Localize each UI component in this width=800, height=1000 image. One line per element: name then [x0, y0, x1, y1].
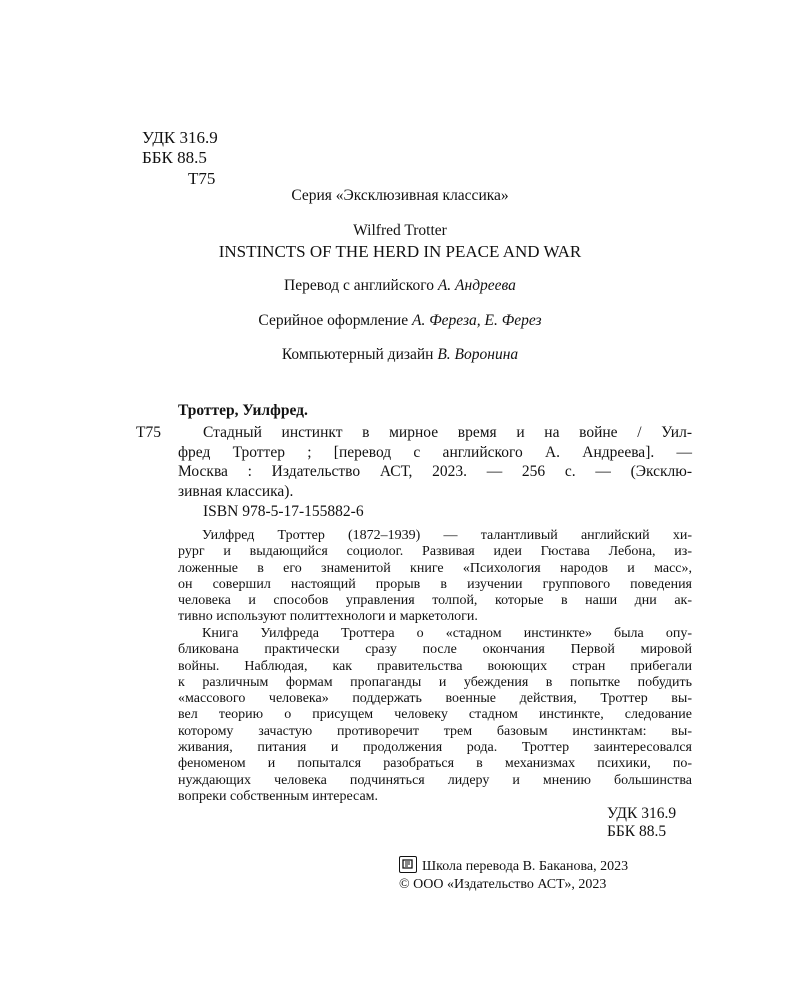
translator-name: А. Андреева [437, 277, 516, 294]
copyright-line-2: © ООО «Издательство АСТ», 2023 [399, 877, 607, 892]
annotation-line: вопреки собственным интересам. [178, 788, 379, 804]
bibliographic-description [178, 423, 692, 502]
annotation-line: он совершил настоящий прорыв в изучении группового поведения [178, 576, 692, 592]
original-author: Wilfred Trotter [353, 222, 447, 239]
annotation-line: Уилфред Троттер (1872–1939) — талантливый английский хи- [202, 528, 692, 543]
computer-design-credit [0, 346, 800, 364]
bbk-code: ББК 88.5 [142, 148, 207, 167]
series-design-label: Серийное оформление [258, 312, 409, 329]
annotation-line: нуждающих человека подчиняться лидеру и мнению большинства [178, 772, 692, 788]
annotation-line: войны. Наблюдая, как правительства воюющих стран прибегали [178, 658, 692, 674]
annotation-line: живания, питания и продолжения рода. Троттер заинтересовался [178, 740, 692, 756]
bibliographic-author-mark: Т75 [136, 424, 161, 441]
series-designer-names: А. Фереза, Е. Ферез [411, 312, 542, 329]
annotation-line: бликована практически сразу после окончания Первой мировой [178, 642, 692, 658]
isbn: ISBN 978-5-17-155882-6 [203, 503, 364, 520]
computer-designer-name: В. Воронина [437, 346, 519, 363]
bibliographic-line: Москва : Издательство АСТ, 2023. — 256 с. — (Эксклю- [178, 463, 692, 481]
original-title: INSTINCTS OF THE HERD IN PEACE AND WAR [218, 242, 582, 261]
copyright-translation-school [399, 856, 628, 875]
udk-code: УДК 316.9 [142, 128, 218, 147]
copyright-line-1: Школа перевода В. Баканова, 2023 [422, 859, 629, 874]
annotation-line: человека и способов управления толпой, которые в наши дни ак- [178, 593, 692, 609]
translation-school-logo-icon [399, 856, 417, 873]
footer-bbk-code: ББК 88.5 [607, 823, 667, 840]
annotation-line: вел теорию о присущем человеку стадном инстинкте, следование [178, 707, 692, 723]
bibliographic-line: фред Троттер ; [перевод с английского А. Андреева]. — [178, 443, 692, 461]
annotation-line: ложенные в его знаменитой книге «Психология народов и масс», [178, 560, 692, 576]
annotation-paragraph-1 [178, 528, 692, 626]
annotation-paragraph-2 [178, 626, 692, 805]
annotation-line: к различным формам пропаганды и убеждения в попытке побудить [178, 674, 692, 690]
annotation-line: которому зачастую противоречит трем базовым инстинктам: вы- [178, 723, 692, 739]
translation-credit-label: Перевод с английского [284, 277, 434, 294]
author-mark: Т75 [188, 169, 216, 188]
footer-udk-code: УДК 316.9 [607, 805, 677, 822]
bibliographic-line: зивная классика). [178, 483, 294, 501]
translation-credit [0, 277, 800, 295]
annotation-line: «массового человека» поддержать военные действия, Троттер вы- [178, 691, 692, 707]
annotation-line: тивно используют политтехнологи и маркетологи. [178, 609, 478, 625]
annotation-line: рург и выдающийся социолог. Развивая идеи Гюстава Лебона, из- [178, 544, 692, 560]
annotation-line: феноменом и попытался разобраться в механизмах психики, по- [178, 756, 692, 772]
computer-design-label: Компьютерный дизайн [281, 346, 434, 363]
series-title: Серия «Эксклюзивная классика» [291, 187, 509, 204]
series-design-credit [0, 312, 800, 330]
bibliographic-heading: Троттер, Уилфред. [178, 402, 308, 419]
annotation-line: Книга Уилфреда Троттера о «стадном инстинкте» была опу- [202, 626, 692, 641]
bibliographic-line: Стадный инстинкт в мирное время и на войне / Уил- [203, 424, 692, 441]
